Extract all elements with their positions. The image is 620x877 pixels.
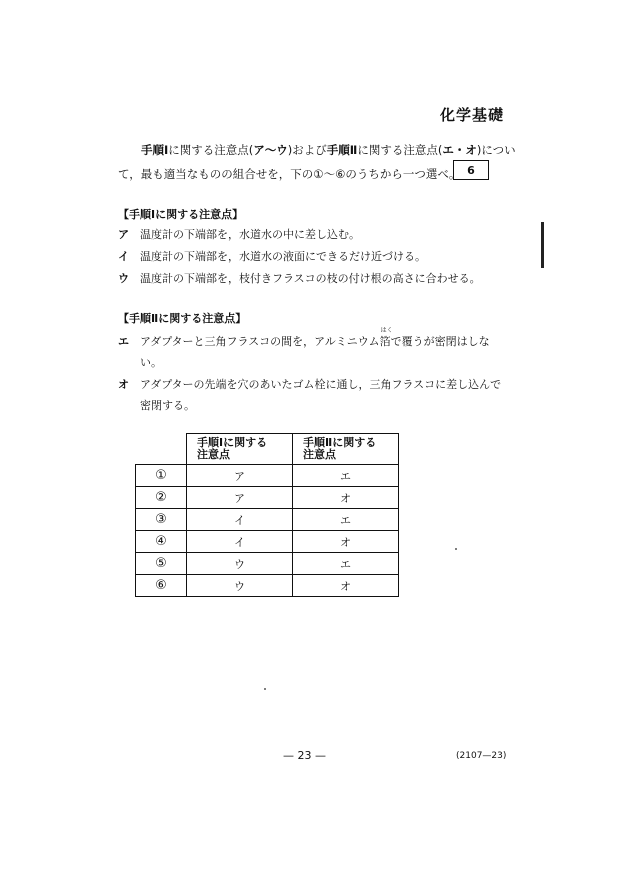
option-cell: ア — [187, 465, 293, 487]
item-label: ウ — [118, 272, 129, 285]
header-line: 注意点 — [197, 448, 230, 461]
header-blank — [136, 434, 187, 465]
page-number: — 23 — — [283, 749, 326, 762]
option-number: ③ — [136, 509, 187, 531]
option-cell: エ — [293, 465, 399, 487]
option-cell: オ — [293, 575, 399, 597]
item-text: アダプターと三角フラスコの間を，アルミニウム — [140, 335, 380, 348]
kanji: 箔 — [379, 335, 391, 348]
document-code: (2107—23) — [456, 751, 507, 761]
section1-heading: 【手順Ⅰに関する注意点】 — [118, 208, 244, 221]
header-line: 注意点 — [303, 448, 336, 461]
question-text: に関する注意点( — [357, 143, 443, 157]
section2-item-e-cont: い。 — [140, 356, 162, 369]
header-line: 手順Ⅱに関する — [303, 436, 377, 449]
question-range1: ア～ウ — [253, 143, 288, 157]
table-row — [136, 465, 399, 487]
option-cell: オ — [293, 531, 399, 553]
question-line-1 — [141, 142, 516, 158]
item-text: 温度計の下端部を，水道水の液面にできるだけ近づける。 — [140, 250, 426, 263]
header-line: 手順Ⅰに関する — [197, 436, 268, 449]
table-row — [136, 531, 399, 553]
answer-box: 6 — [453, 160, 489, 180]
option-number: ① — [136, 465, 187, 487]
question-procedure1: 手順Ⅰ — [141, 143, 169, 157]
ruby-kanji — [379, 327, 393, 349]
header-procedure1 — [187, 434, 293, 465]
option-cell: ア — [187, 487, 293, 509]
option-cell: エ — [293, 553, 399, 575]
option-cell: イ — [187, 531, 293, 553]
scan-speck — [264, 688, 266, 690]
header-procedure2 — [293, 434, 399, 465]
option-cell: エ — [293, 509, 399, 531]
option-number: ⑥ — [136, 575, 187, 597]
section2-item-o — [118, 376, 501, 392]
section1-item-u — [118, 270, 481, 286]
section1-item-i — [118, 248, 426, 264]
option-number: ④ — [136, 531, 187, 553]
scan-speck — [455, 548, 457, 550]
option-number: ⑤ — [136, 553, 187, 575]
scan-mark — [541, 222, 544, 268]
question-range2: エ・オ — [442, 143, 477, 157]
item-text: アダプターの先端を穴のあいたゴム栓に通し，三角フラスコに差し込んで — [140, 378, 502, 391]
option-cell: ウ — [187, 575, 293, 597]
section2-item-e — [118, 327, 490, 349]
question-procedure2: 手順Ⅱ — [326, 143, 358, 157]
question-text: )につい — [476, 143, 516, 157]
option-number: ② — [136, 487, 187, 509]
question-text: )および — [287, 143, 327, 157]
section2-heading: 【手順Ⅱに関する注意点】 — [118, 312, 247, 325]
question-line-2: て，最も適当なものの組合せを，下の①～⑥のうちから一つ選べ。 — [118, 167, 461, 181]
item-label: オ — [118, 378, 129, 391]
question-text: に関する注意点( — [168, 143, 254, 157]
item-text: 温度計の下端部を，水道水の中に差し込む。 — [140, 228, 360, 241]
options-table — [135, 433, 399, 597]
table-row — [136, 575, 399, 597]
section1-item-a — [118, 226, 360, 242]
table-row — [136, 487, 399, 509]
subject-title: 化学基礎 — [440, 106, 505, 124]
option-cell: オ — [293, 487, 399, 509]
ruby-reading: はく — [380, 327, 393, 334]
option-cell: ウ — [187, 553, 293, 575]
section2-item-o-cont: 密閉する。 — [140, 399, 195, 412]
item-label: ア — [118, 228, 129, 241]
item-text: で覆うが密閉はしな — [390, 335, 490, 348]
table-header-row — [136, 434, 399, 465]
option-cell: イ — [187, 509, 293, 531]
item-label: エ — [118, 335, 129, 348]
table-row — [136, 509, 399, 531]
table-row — [136, 553, 399, 575]
item-label: イ — [118, 250, 129, 263]
item-text: 温度計の下端部を，枝付きフラスコの枝の付け根の高さに合わせる。 — [140, 272, 481, 285]
